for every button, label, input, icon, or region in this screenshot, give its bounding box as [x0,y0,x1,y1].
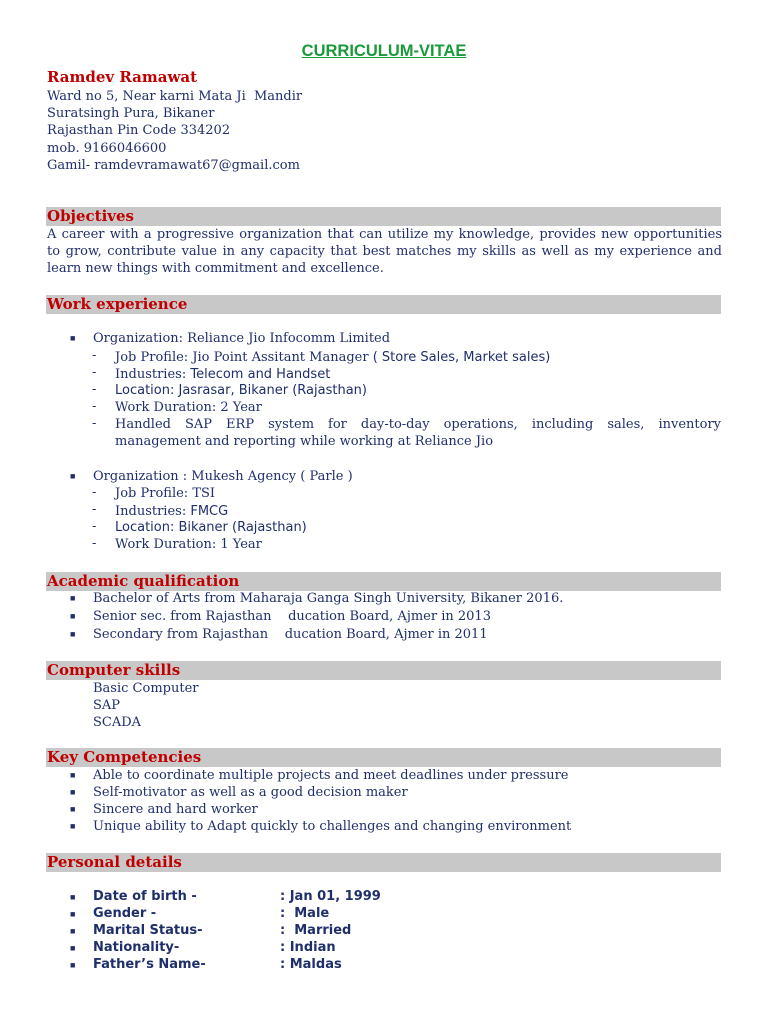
section-heading: Personal details [47,853,182,871]
address-line: Ward no 5, Near karni Mata Ji Mandir [47,89,303,104]
job-location: Location: Jasrasar, Bikaner (Rajasthan) [115,383,367,398]
marital-value: : Married [280,923,352,938]
contact-block [47,88,302,174]
competency-item: Sincere and hard worker [93,802,258,817]
document-title: CURRICULUM-VITAE [301,42,467,60]
dash-icon: - [92,416,97,431]
dash-icon: - [92,348,97,363]
bullet-icon: ■ [70,804,76,814]
bullet-icon: ■ [70,629,76,639]
job-profile: Job Profile: TSI [115,486,216,501]
section-work-experience [46,295,721,314]
nationality-value: : Indian [280,940,336,955]
bullet-icon: ■ [70,926,76,936]
skill-item: Basic Computer [93,681,199,696]
competency-item: Unique ability to Adapt quickly to challenges and changing environment [93,819,572,834]
father-name-value: : Maldas [280,957,342,972]
candidate-name: Ramdev Ramawat [47,68,198,86]
address-line: Suratsingh Pura, Bikaner [47,106,215,122]
competency-item: Self-motivator as well as a good decision maker [93,785,408,800]
dob-label: Date of birth - [93,889,197,904]
job-location: Location: Bikaner (Rajasthan) [115,520,307,535]
job-duration: Work Duration: 1 Year [115,537,262,552]
section-computer-skills [46,661,721,680]
objective-text: A career with a progressive organization that can utilize my knowledge, provides new opportunities to grow, contribute value in any capacity that best matches my skills as well as my experience and learn new things with commitment and excellence. [47,227,722,277]
bullet-icon: ■ [70,593,76,603]
bullet-icon: ■ [70,943,76,953]
father-name-label: Father’s Name- [93,957,206,972]
job-profile: Job Profile: Jio Point Assitant Manager ( Store Sales, Market sales) [115,350,551,365]
bullet-icon: ■ [70,909,76,919]
bullet-icon: ■ [70,770,76,780]
dob-value: : Jan 01, 1999 [280,889,381,904]
bullet-icon: ■ [70,333,76,343]
job-extra-detail: Handled SAP ERP system for day-to-day operations, including sales, inventory management and reporting while working at Reliance Jio [115,417,721,450]
academic-item: Bachelor of Arts from Maharaja Ganga Singh University, Bikaner 2016. [93,591,564,606]
section-heading: Key Competencies [47,748,202,766]
dash-icon: - [92,382,97,397]
dash-icon: - [92,399,97,414]
bullet-icon: ■ [70,821,76,831]
dash-icon: - [92,536,97,551]
phone-line: mob. 9166046600 [47,140,167,156]
gender-value: : Male [280,906,330,921]
skill-item: SAP [93,698,121,713]
academic-item: Secondary from Rajasthan ducation Board, Ajmer in 2011 [93,627,488,642]
section-heading: Academic qualification [47,572,240,590]
dash-icon: - [92,485,97,500]
academic-item: Senior sec. from Rajasthan ducation Board, Ajmer in 2013 [93,609,491,624]
bullet-icon: ■ [70,471,76,481]
email-line: Gamil- ramdevramawat67@gmail.com [47,157,300,173]
section-objectives [46,207,721,226]
section-heading: Objectives [47,207,134,225]
nationality-label: Nationality- [93,940,180,955]
job-duration: Work Duration: 2 Year [115,400,262,415]
section-heading: Work experience [47,295,188,313]
dash-icon: - [92,365,97,380]
skill-item: SCADA [93,715,142,730]
job-industries: Industries: Telecom and Handset [115,367,331,382]
bullet-icon: ■ [70,611,76,621]
bullet-icon: ■ [70,960,76,970]
section-heading: Computer skills [47,661,181,679]
job-organization: Organization : Mukesh Agency ( Parle ) [93,469,353,484]
address-line: Rajasthan Pin Code 334202 [47,123,231,139]
bullet-icon: ■ [70,892,76,902]
marital-label: Marital Status- [93,923,203,938]
dash-icon: - [92,502,97,517]
competency-item: Able to coordinate multiple projects and meet deadlines under pressure [93,768,569,783]
job-organization: Organization: Reliance Jio Infocomm Limited [93,331,391,346]
section-academic [46,572,721,591]
job-industries: Industries: FMCG [115,504,229,519]
bullet-icon: ■ [70,787,76,797]
section-personal-details [46,853,721,872]
gender-label: Gender - [93,906,157,921]
section-key-competencies [46,748,721,767]
dash-icon: - [92,519,97,534]
